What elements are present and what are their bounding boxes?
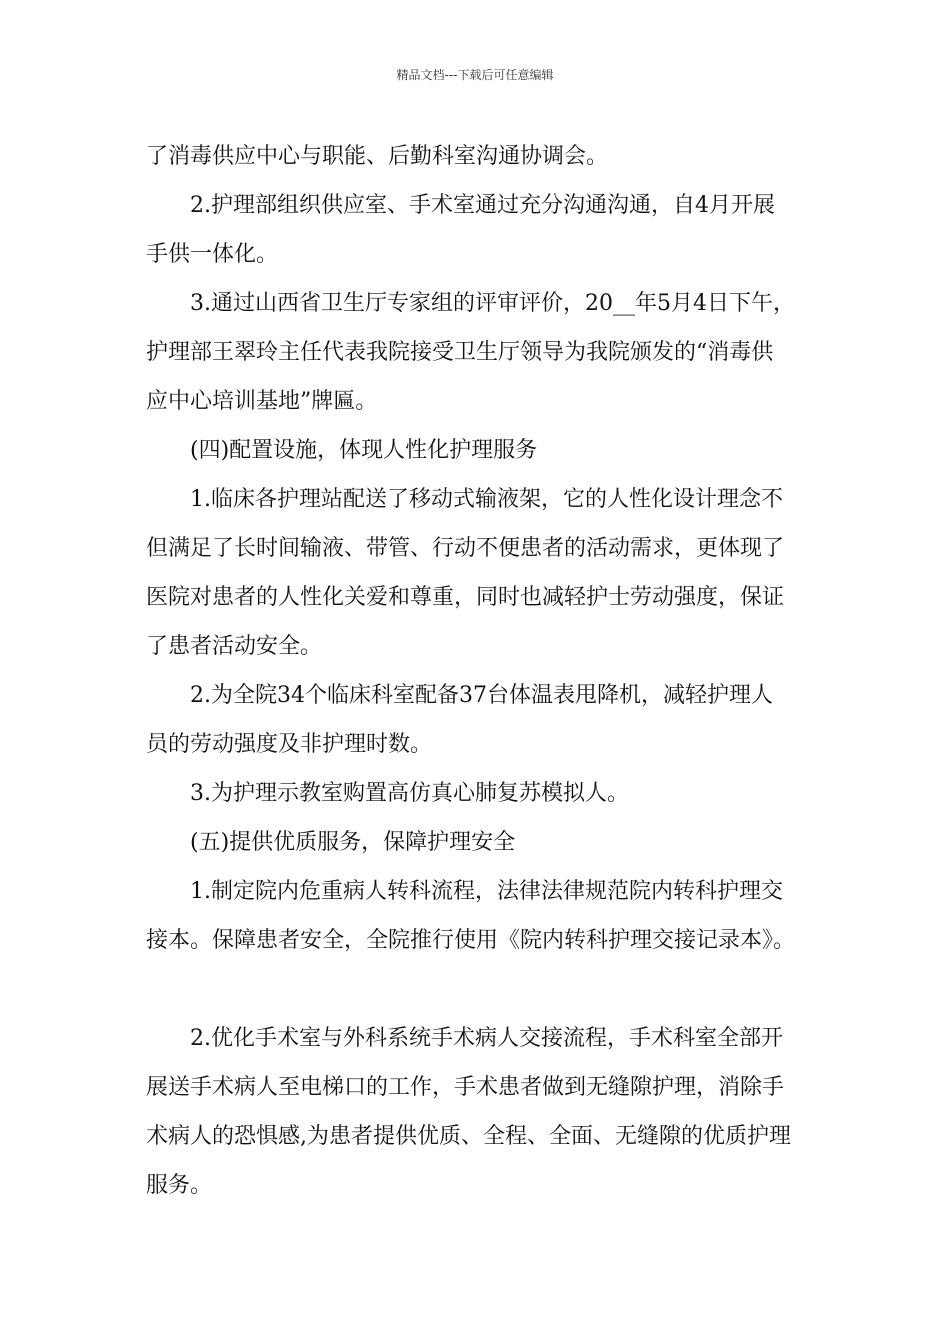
paragraph-line: 3.为护理示教室购置高仿真心肺复苏模拟人。 bbox=[190, 781, 629, 806]
paragraph-line: 1.临床各护理站配送了移动式输液架，它的人性化设计理念不 bbox=[190, 487, 783, 512]
paragraph-line: 了患者活动安全。 bbox=[146, 634, 323, 659]
paragraph-line: 术病人的恐惧感,为患者提供优质、全程、全面、无缝隙的优质护理 bbox=[146, 1124, 791, 1149]
paragraph-line: 医院对患者的人性化关爱和尊重，同时也减轻护士劳动强度，保证 bbox=[146, 585, 785, 610]
paragraph-line: 员的劳动强度及非护理时数。 bbox=[146, 732, 433, 757]
section-heading: (五)提供优质服务，保障护理安全 bbox=[190, 830, 516, 855]
paragraph-line: 3.通过山西省卫生厅专家组的评审评价，20__年5月4日下午， bbox=[190, 291, 795, 316]
paragraph-line: 了消毒供应中心与职能、后勤科室沟通协调会。 bbox=[146, 144, 609, 169]
paragraph-line: 展送手术病人至电梯口的工作，手术患者做到无缝隙护理，消除手 bbox=[146, 1075, 785, 1100]
paragraph-line: 2.优化手术室与外科系统手术病人交接流程，手术科室全部开 bbox=[190, 1026, 783, 1051]
paragraph-line: 1.制定院内危重病人转科流程，法律法律规范院内转科护理交 bbox=[190, 879, 783, 904]
paragraph-line: 应中心培训基地”牌匾。 bbox=[146, 389, 378, 414]
document-body bbox=[146, 132, 826, 1210]
section-heading: (四)配置设施，体现人性化护理服务 bbox=[190, 438, 538, 463]
paragraph-line: 但满足了长时间输液、带管、行动不便患者的活动需求，更体现了 bbox=[146, 536, 785, 561]
paragraph-line: 2.为全院34个临床科室配备37台体温表甩降机，减轻护理人 bbox=[190, 683, 773, 708]
paragraph-gap bbox=[146, 965, 826, 1014]
page-header: 精品文档---下载后可任意编辑 bbox=[396, 68, 554, 82]
paragraph-line: 护理部王翠玲主任代表我院接受卫生厅领导为我院颁发的“消毒供 bbox=[146, 340, 774, 365]
paragraph-line: 2.护理部组织供应室、手术室通过充分沟通沟通，自4月开展 bbox=[190, 193, 775, 218]
paragraph-line: 服务。 bbox=[146, 1173, 213, 1198]
paragraph-line: 接本。保障患者安全，全院推行使用《院内转科护理交接记录本》。 bbox=[146, 928, 796, 953]
paragraph-line: 手供一体化。 bbox=[146, 242, 279, 267]
